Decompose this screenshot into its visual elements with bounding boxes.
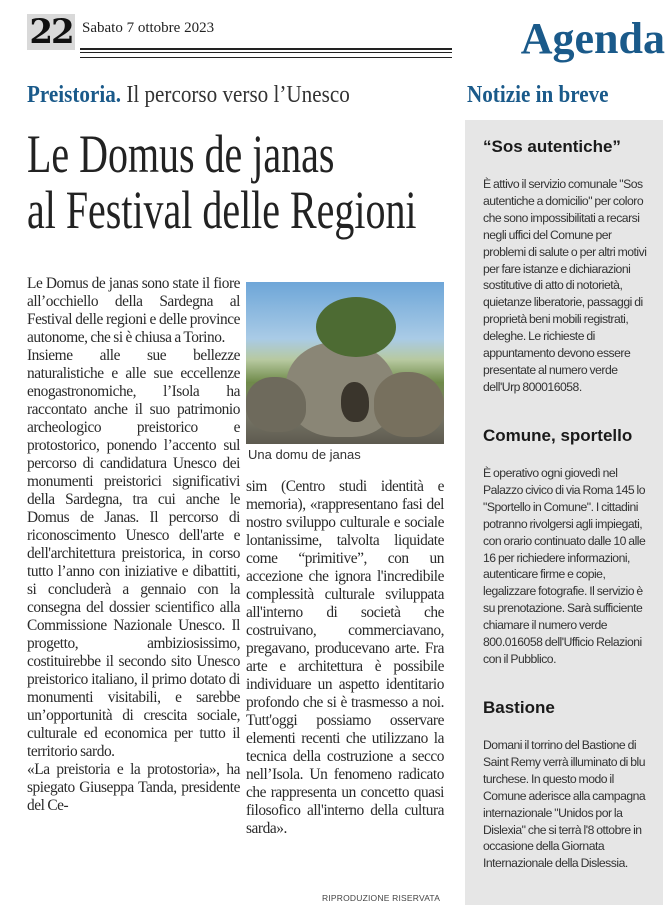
issue-date: Sabato 7 ottobre 2023 <box>82 20 215 36</box>
article-column-1 <box>27 275 240 815</box>
brief-text: È operativo ogni giovedì nel Palazzo civico di via Roma 145 lo "Sportello in Comune". I cittadini potranno rivolgersi agli impiegati, con orario continuato dalle 10 alle 16 per richiedere informazioni, autenticare firme e copie, legalizzare fotografie. Il servizio è su prenotazione. Sarà sufficiente chiamare il numero verde 800.016058 dell'Ufficio Relazioni con il Pubblico. <box>483 466 646 666</box>
copyright-notice: RIPRODUZIONE RISERVATA <box>322 893 441 903</box>
briefs-sidebar <box>465 120 663 905</box>
brief-heading: “Sos autentiche” <box>483 137 621 156</box>
kicker-topic: Preistoria. <box>27 82 122 108</box>
article-photo <box>246 282 444 444</box>
article-kicker <box>27 82 350 109</box>
article-column-2 <box>246 478 444 838</box>
headline-line-1: Le Domus de janas <box>27 124 335 184</box>
brief-heading: Bastione <box>483 698 555 717</box>
brief-text: Domani il torrino del Bastione di Saint Remy verrà illuminato di blu turchese. In questo modo il Comune aderisce alla campagna internazionale "Unidos por la Dislexia" che si terrà l'8 ottobre in occasione della Giornata Internazionale della Dislessia. <box>483 738 646 871</box>
header-rule <box>80 48 452 58</box>
brief-text: È attivo il servizio comunale "Sos autentiche a domicilio" per coloro che sono impossibilitati a recarsi negli uffici del Comune per problemi di salute o per altri motivi per fare istanze e dichiarazioni sostitutive di atto di notorietà, quietanze liberatorie, passaggi di proprietà beni mobili registrati, deleghe. Le richieste di appuntamento devono essere presentate al numero verde dell'Urp 800016058. <box>483 177 647 394</box>
paragraph: Insieme alle sue bellezze naturalistiche e alle sue eccellenze enogastronomiche, l’Isola ha raccontato anche il suo patrimonio archeologico preistorico e protostorico, ponendo l’accento sul percorso di candidatura Unesco dei monumenti preistorici significativi della Sardegna, tra cui anche le Domus de Janas. Il percorso di riconoscimento Unesco dell'arte e dell'architettura preistorica, in corso tutto l’anno con iniziative e dibattiti, si concluderà a gennaio con la consegna del dossier scientifico alla Commissione Nazionale Unesco. Il progetto, ambiziosissimo, costituirebbe il secondo sito Unesco preistorico italiano, il primo dotato di monumenti visitabili, e sarebbe un’opportunità di crescita sociale, culturale ed economica per tutto il territorio sardo. <box>27 347 240 760</box>
section-title: Agenda <box>520 14 665 63</box>
paragraph: Le Domus de janas sono state il fiore all’occhiello della Sardegna al Festival delle regioni e delle province autonome, che si è chiusa a Torino. <box>27 275 240 346</box>
paragraph: «La preistoria e la protostoria», ha spiegato Giuseppa Tanda, presidente del Ce- <box>27 761 240 814</box>
page-number: 22 <box>27 14 75 50</box>
briefs-title: Notizie in breve <box>467 82 609 108</box>
kicker-text: Il percorso verso l’Unesco <box>121 82 350 108</box>
brief-heading: Comune, sportello <box>483 426 633 445</box>
photo-caption: Una domu de janas <box>248 447 361 462</box>
headline-line-2: al Festival delle Regioni <box>27 180 417 240</box>
paragraph: sim (Centro studi identità e memoria), «rappresentano fasi del nostro sviluppo culturale e sociale lontanissime, talvolta liquidate come “primitive”, con un accezione che ignora l'incredibile complessità culturale sviluppata all'interno di società che costruivano, commerciavano, pregavano, producevano arte. Fra arte e architettura è possibile individuare un aspetto identitario profondo che si è trasmesso a noi. Tutt'oggi possiamo osservare elementi recenti che utilizzano la tecnica della costruzione a secco nell’Isola. Un fenomeno radicato che rappresenta un concetto quasi filosofico all'interno della cultura sarda». <box>246 478 444 837</box>
